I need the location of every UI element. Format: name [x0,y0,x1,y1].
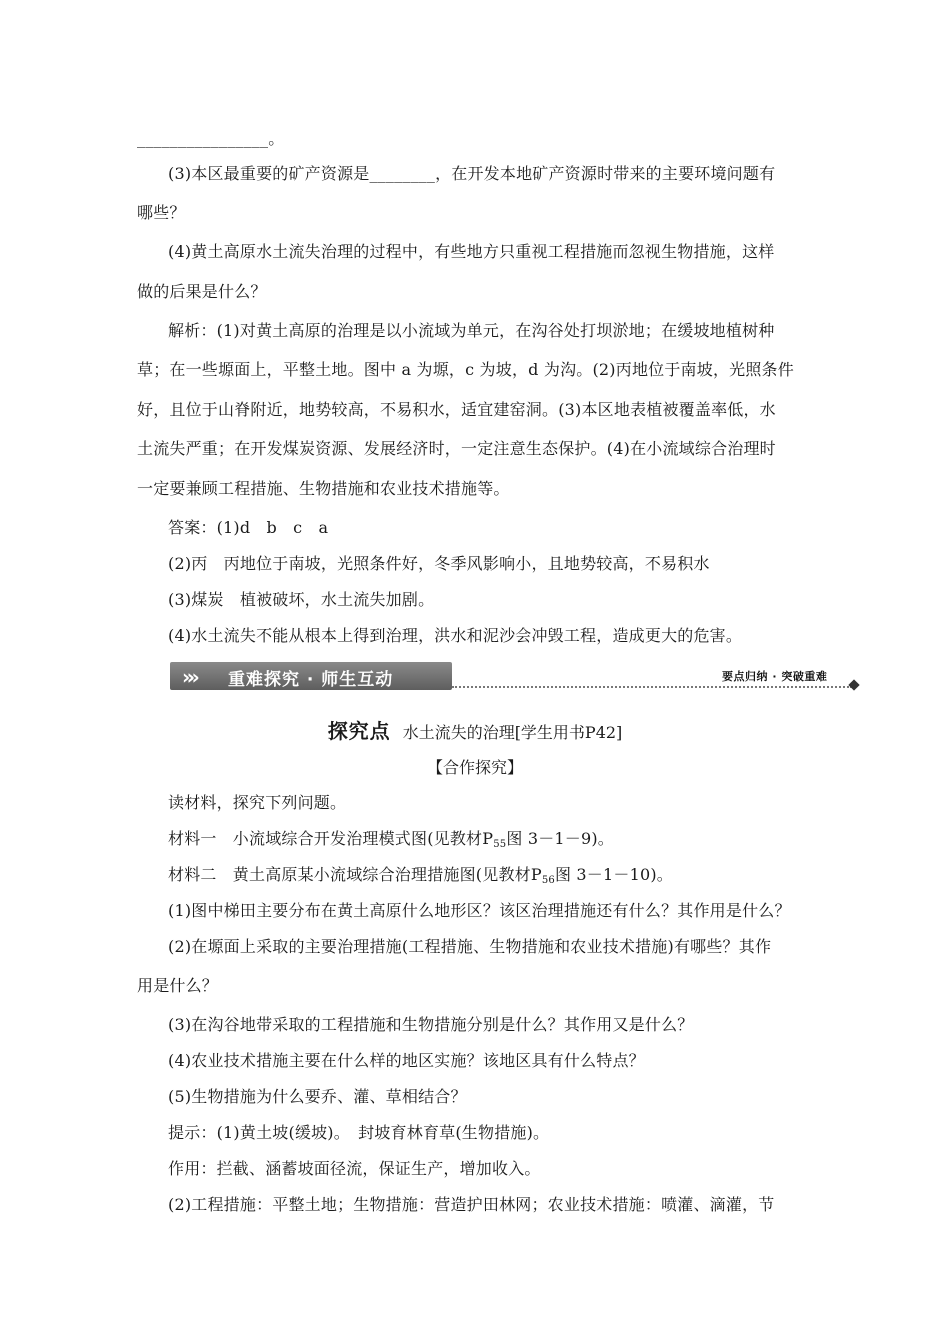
page-subscript: 55 [493,839,507,850]
page-subscript: 56 [541,875,555,886]
heading-label: 探究点 [327,719,391,743]
text-line: 做的后果是什么？ [137,282,267,301]
question-line: (1)图中梯田主要分布在黄土高原什么地形区？该区治理措施还有什么？其作用是什么？ [168,901,791,920]
text-line: 解析：(1)对黄土高原的治理是以小流域为单元，在沟谷处打坝淤地；在缓坡地植树种 [168,321,775,340]
answer-line: 答案：(1)d b c a [168,518,329,537]
banner-dotted-line [452,686,852,688]
question-line: (3)在沟谷地带采取的工程措施和生物措施分别是什么？其作用又是什么？ [168,1015,694,1034]
material-line [168,828,848,856]
text-line: 读材料，探究下列问题。 [168,793,347,812]
answer-line: (4)水土流失不能从根本上得到治理，洪水和泥沙会冲毁工程，造成更大的危害。 [168,626,743,645]
banner-bar [170,662,452,690]
material-text-end: 图 3－1－9)。 [506,829,615,848]
question-line: (4)农业技术措施主要在什么样的地区实施？该地区具有什么特点？ [168,1051,645,1070]
hint-line: 作用：拦截、涵蓄坡面径流，保证生产，增加收入。 [168,1159,541,1178]
section-heading [0,718,950,746]
diamond-icon [848,679,859,690]
section-banner [170,662,860,692]
banner-right-label: 要点归纳 · 突破重难 [722,670,828,683]
double-chevron-icon: »» [182,665,192,689]
text-line: 土流失严重；在开发煤炭资源、发展经济时，一定注意生态保护。(4)在小流域综合治理时 [137,439,776,458]
answer-line: (3)煤炭 植被破坏，水土流失加剧。 [168,590,435,609]
material-text: 材料一 小流域综合开发治理模式图(见教材P [168,829,494,848]
heading-text: 水土流失的治理[学生用书P42] [402,723,623,742]
text-line: 好，且位于山脊附近，地势较高，不易积水，适宜建窑洞。(3)本区地表植被覆盖率低，水 [137,400,776,419]
material-text: 材料二 黄土高原某小流域综合治理措施图(见教材P [168,865,542,884]
text-line: (3)本区最重要的矿产资源是________，在开发本地矿产资源时带来的主要环境问题有 [168,164,776,183]
subheading: 【合作探究】 [426,758,523,777]
material-line [168,864,848,892]
hint-line: 提示：(1)黄土坡(缓坡)。 封坡育林育草(生物措施)。 [168,1123,550,1142]
banner-title: 重难探究 · 师生互动 [228,670,394,690]
answer-line: (2)丙 丙地位于南坡，光照条件好，冬季风影响小，且地势较高，不易积水 [168,554,710,573]
text-line: 草；在一些塬面上，平整土地。图中 a 为塬，c 为坡，d 为沟。(2)丙地位于南坡，光照条件 [137,360,794,379]
hint-line: (2)工程措施：平整土地；生物措施：营造护田林网；农业技术措施：喷灌、滴灌，节 [168,1195,775,1214]
question-line: 用是什么？ [137,976,219,995]
text-line: ________________。 [137,129,285,148]
text-line: 一定要兼顾工程措施、生物措施和农业技术措施等。 [137,479,510,498]
material-text-end: 图 3－1－10)。 [554,865,673,884]
text-line: 哪些？ [137,203,186,222]
text-line: (4)黄土高原水土流失治理的过程中，有些地方只重视工程措施而忽视生物措施，这样 [168,242,775,261]
question-line: (5)生物措施为什么要乔、灌、草相结合？ [168,1087,467,1106]
question-line: (2)在塬面上采取的主要治理措施(工程措施、生物措施和农业技术措施)有哪些？其作 [168,937,772,956]
